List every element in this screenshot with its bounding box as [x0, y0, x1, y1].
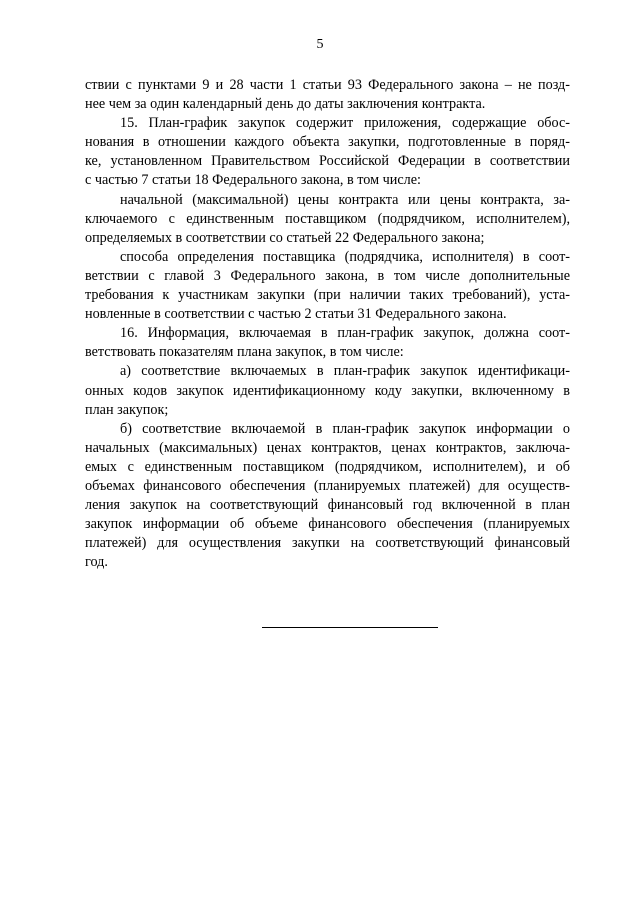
document-body [85, 76, 570, 572]
text-line: ствии с пунктами 9 и 28 части 1 статьи 93 Федерального закона – не позд- [85, 77, 570, 93]
text-line: 16. Информация, включаемая в план-график закупок, должна соот- [120, 325, 570, 342]
text-line: б) соответствие включаемой в план-график закупок информации о [120, 420, 570, 437]
text-line: с частью 7 статьи 18 Федерального закона, в том числе: [85, 172, 421, 189]
text-line: 15. План-график закупок содержит приложения, содержащие обос- [120, 115, 570, 132]
text-line: закупок информации об объеме финансового обеспечения (планируемых [85, 516, 570, 533]
text-line: платежей) для осуществления закупки на соответствующий финансовый [85, 535, 570, 552]
text-line: способа определения поставщика (подрядчика, исполнителя) в соот- [120, 248, 570, 265]
text-line: начальных (максимальных) ценах контрактов, ценах контрактов, заключа- [85, 439, 570, 456]
text-line: емых с единственным поставщиком (подрядчиком, исполнителем), и об [85, 458, 570, 475]
text-line: план закупок; [85, 401, 169, 418]
end-separator-line [262, 627, 438, 628]
text-line: ветствовать показателям плана закупок, в том числе: [85, 344, 404, 361]
text-line: а) соответствие включаемых в план-график закупок идентификаци- [120, 363, 570, 380]
text-line: ления закупок на соответствующий финансовый год включенной в план [85, 497, 570, 514]
text-line: новленные в соответствии с частью 2 статьи 31 Федерального закона. [85, 306, 507, 323]
text-line: ке, установленном Правительством Российской Федерации в соответствии [85, 153, 570, 170]
text-line: объемах финансового обеспечения (планируемых платежей) для осуществ- [85, 477, 570, 494]
text-line: требования к участникам закупки (при наличии таких требований), уста- [85, 287, 570, 304]
text-line: онных кодов закупок идентификационному коду закупки, включенному в [85, 382, 570, 399]
text-line: нования в отношении каждого объекта закупки, подготовленные в поряд- [85, 134, 570, 151]
text-line: нее чем за один календарный день до даты заключения контракта. [85, 96, 486, 113]
text-line: ветствии с главой 3 Федерального закона, в том числе дополнительные [85, 267, 570, 284]
text-line: год. [85, 554, 108, 571]
text-line: ключаемого с единственным поставщиком (подрядчиком, исполнителем), [85, 210, 570, 227]
text-line: начальной (максимальной) цены контракта или цены контракта, за- [120, 191, 570, 208]
text-line: определяемых в соответствии со статьей 22 Федерального закона; [85, 229, 485, 246]
page-number: 5 [316, 37, 324, 52]
